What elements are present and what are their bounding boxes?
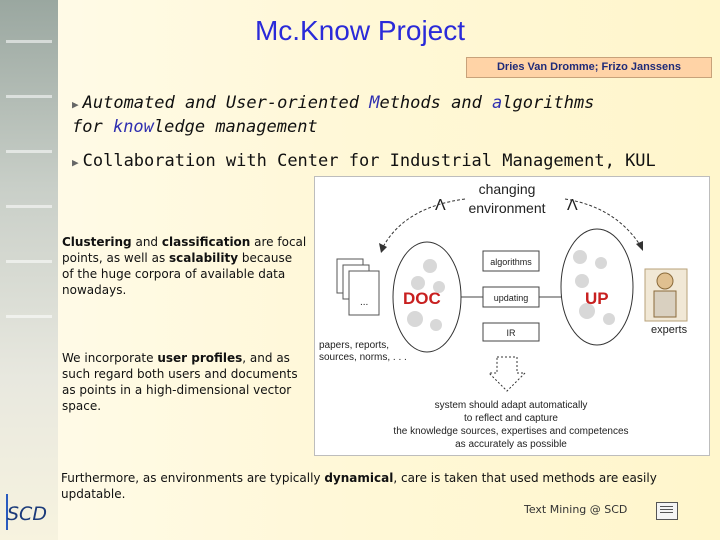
diagram-title-line1: changing — [478, 181, 536, 197]
system-line1: system should adapt automatically — [434, 400, 588, 411]
lambda-right: Λ — [567, 197, 578, 214]
experts-label: experts — [651, 324, 688, 336]
user-profiles-paragraph: We incorporate user profiles, and as such regard both users and documents as points in a high-dimensional vector space. — [62, 351, 298, 413]
system-line4: as accurately as possible — [455, 439, 567, 450]
diagram-svg — [315, 177, 709, 455]
docs-dots: ... — [360, 297, 369, 308]
papers-line2: sources, norms, . . . — [319, 352, 407, 363]
box-updating: updating — [493, 293, 529, 303]
authors-badge: Dries Van Dromme; Frizo Janssens — [466, 57, 712, 78]
bullet-arrow-icon: ▶ — [72, 98, 79, 111]
box-ir: IR — [506, 328, 516, 338]
doc-label: DOC — [403, 289, 441, 308]
footer-brand: Text Mining @ SCD — [524, 503, 628, 516]
slide-title: Mc.Know Project — [254, 15, 466, 46]
diagram-title-line2: environment — [468, 200, 546, 216]
bullet-methods: ▶ Automated and User-oriented Methods and algorithms for knowledge management — [72, 93, 595, 137]
knowledge-diagram — [314, 176, 710, 456]
footer-paragraph: Furthermore, as environments are typically dynamical, care is taken that used methods are easily updatable. — [61, 471, 657, 501]
down-arrow-icon — [489, 357, 525, 391]
box-algorithms: algorithms — [490, 257, 532, 267]
bullet-arrow-icon: ▶ — [72, 156, 79, 169]
up-label: UP — [585, 289, 609, 308]
clustering-paragraph: Clustering and classification are focal points, as well as scalability because of the huge corpora of available data nowadays. — [62, 235, 307, 297]
document-icon — [656, 502, 678, 520]
system-line2: to reflect and capture — [464, 413, 558, 424]
left-decorative-strip — [0, 0, 58, 540]
papers-line1: papers, reports, — [319, 340, 390, 351]
bullet-collaboration: ▶ Collaboration with Center for Industrial Management, KUL — [72, 151, 656, 171]
lambda-left: Λ — [435, 197, 446, 214]
scd-logo: SCD — [7, 503, 47, 525]
system-line3: the knowledge sources, expertises and competences — [393, 426, 629, 437]
